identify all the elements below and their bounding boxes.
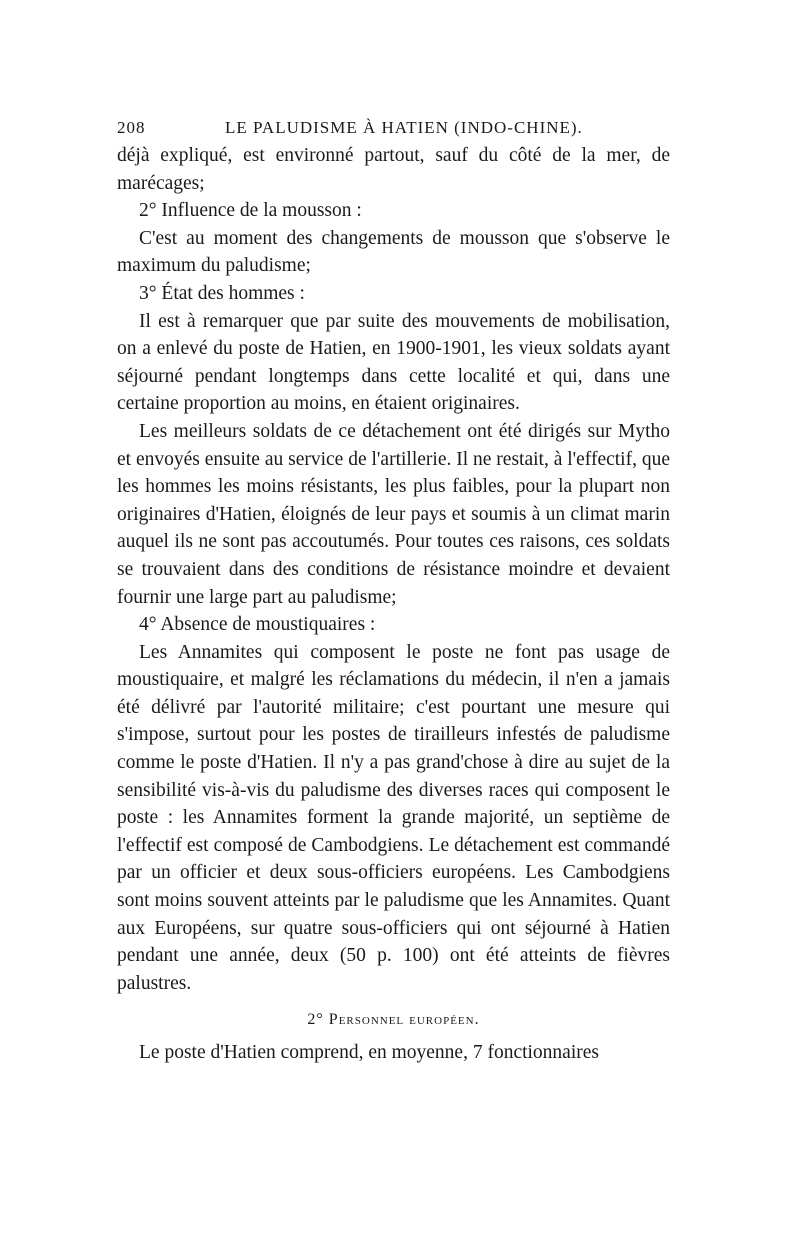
paragraph-mousson: C'est au moment des changements de mousson que s'observe le maximum du paludisme; (117, 227, 670, 277)
paragraph-continuation: déjà expliqué, est environné partout, sauf du côté de la mer, de marécages; (117, 145, 670, 194)
list-item-etat-hommes: 3° État des hommes : (139, 282, 305, 304)
page-number: 208 (117, 118, 146, 137)
page-body (117, 142, 670, 1067)
paragraph-soldats: Les meilleurs soldats de ce détachement ont été dirigés sur Mytho et envoyés ensuite au service de l'artillerie. Il ne restait, à l'effectif, que les hommes les moins résistants, les plus faibles, pour la plupart non originaires d'Hatien, éloignés de leur pays et soumis à un climat marin auquel ils ne sont pas accoutumés. Pour toutes ces raisons, ces soldats se trouvaient dans des conditions de résistance moindre et devaient fournir une large part au paludisme; (117, 420, 670, 608)
paragraph-mobilisation: Il est à remarquer que par suite des mouvements de mobilisation, on a enlevé du poste de Hatien, en 1900-1901, les vieux soldats ayant séjourné pendant longtemps dans cette localité et qui, dans une certaine proportion au moins, en étaient originaires. (117, 310, 670, 415)
section-heading (117, 1007, 670, 1033)
running-title: LE PALUDISME À HATIEN (INDO-CHINE). (225, 118, 583, 137)
paragraph-annamites: Les Annamites qui composent le poste ne font pas usage de moustiquaire, et malgré les réclamations du médecin, il n'en a jamais été délivré par l'autorité militaire; c'est pourtant une mesure qui s'impose, surtout pour les postes de tirailleurs infestés de paludisme comme le poste d'Hatien. Il n'y a pas grand'chose à dire au sujet de la sensibilité vis-à-vis du paludisme des diverses races qui composent le poste : les Annamites forment la grande majorité, un septième de l'effectif est composé de Cambodgiens. Le détachement est commandé par un officier et deux sous-officiers européens. Les Cambodgiens sont moins souvent atteints par le paludisme que les Annamites. Quant aux Européens, sur quatre sous-officiers qui ont séjourné à Hatien pendant une année, deux (50 p. 100) ont été atteints de fièvres palustres. (117, 641, 670, 994)
section-title: Personnel européen. (328, 1011, 480, 1029)
list-item-influence-mousson: 2° Influence de la mousson : (139, 200, 362, 222)
running-head (117, 112, 670, 142)
section-number: 2° (307, 1011, 324, 1029)
book-page (117, 112, 670, 1067)
paragraph-poste-hatien: Le poste d'Hatien comprend, en moyenne, 7 fonctionnaires (139, 1042, 599, 1064)
list-item-moustiquaires: 4° Absence de moustiquaires : (139, 614, 376, 636)
